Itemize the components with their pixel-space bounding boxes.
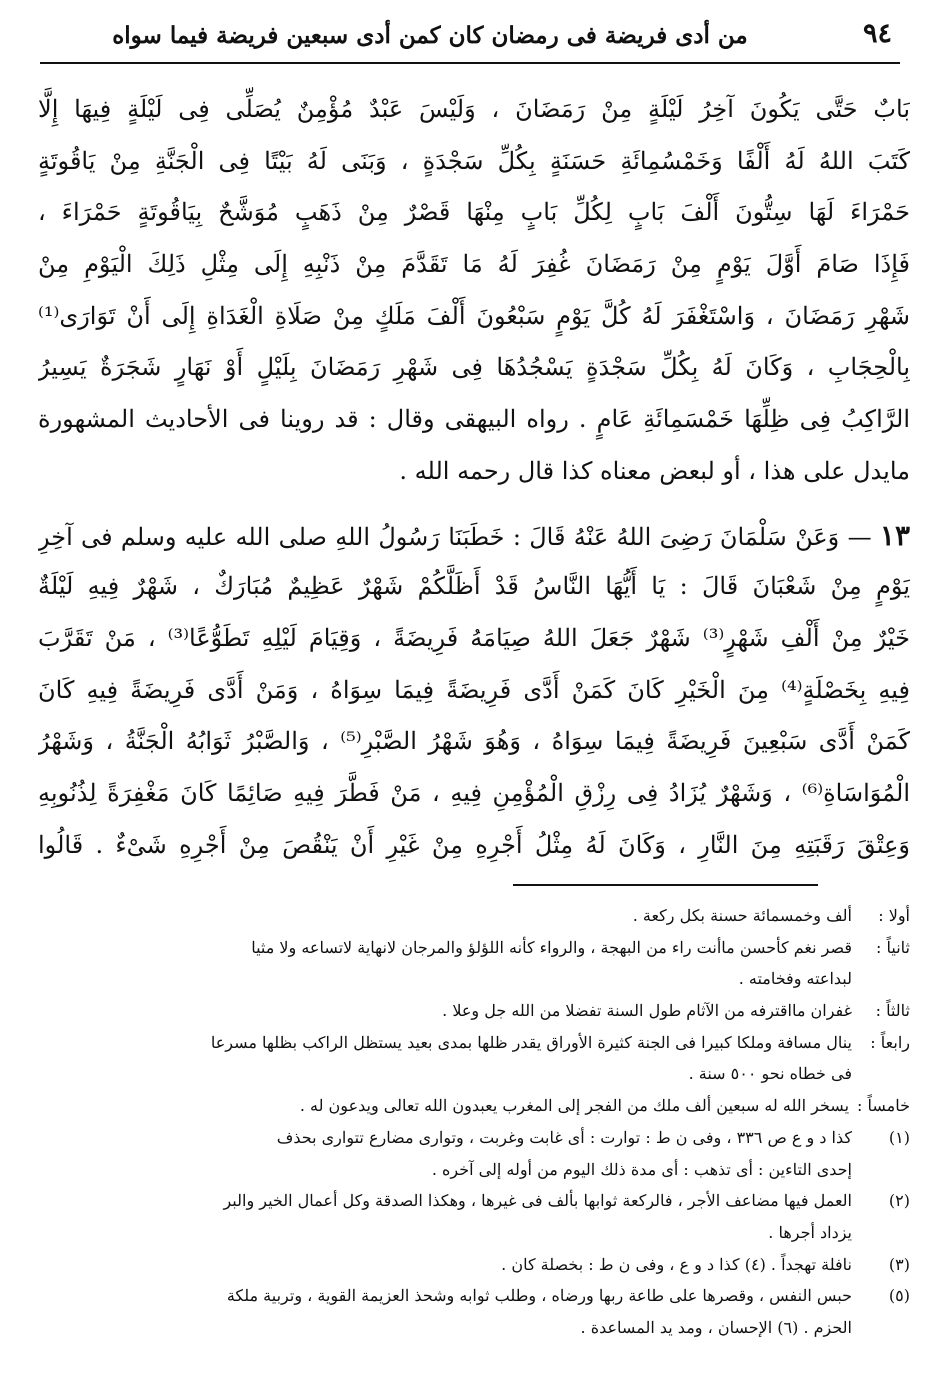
footnote-separator bbox=[513, 884, 818, 886]
footnote-text: قصر نغم كأحسن ماأنت راء من البهجة ، والرواء كأنه اللؤلؤ والمرجان لانهاية لاتساعه ولا مثيا bbox=[251, 937, 852, 957]
footnote-label: ثالثاً : bbox=[875, 1001, 910, 1021]
footnote-line bbox=[50, 1185, 910, 1217]
footnote-text: ألف وخمسمائة حسنة بكل ركعة . bbox=[632, 906, 852, 925]
footnote-label: (١) bbox=[888, 1127, 910, 1147]
text-line: وَعِتْقَ رَقَبَتِهِ مِنَ النَّارِ ، وَكَانَ لَهُ مِثْلُ أَجْرِهِ مِنْ غَيْرِ أَنْ يَنْقُصَ مِنْ أَجْرِهِ شَىْءٌ . قَالُوا bbox=[38, 830, 910, 859]
footnote-text: لبداعته وفخامته . bbox=[738, 969, 852, 989]
footnote-text: يسخر الله له سبعين ألف ملك من الفجر إلى المغرب يعبدون الله تعالى ويدعون له . bbox=[299, 1096, 850, 1116]
footnote-line bbox=[50, 1217, 910, 1249]
footnote-line bbox=[50, 995, 910, 1027]
text-line: فَإِذَا صَامَ أَوَّلَ يَوْمٍ مِنْ رَمَضَانَ غُفِرَ لَهُ مَا تَقَدَّمَ مِنْ ذَنْبِهِ إِلَى مِثْلِ ذَلِكَ الْيَوْمِ مِنْ bbox=[38, 250, 910, 279]
footnote-label: ثانياً : bbox=[876, 937, 910, 957]
footnote-label: (٥) bbox=[888, 1286, 910, 1306]
footnote-line bbox=[50, 1280, 910, 1312]
footnote-label: (٣) bbox=[888, 1254, 910, 1274]
footnote-line bbox=[50, 1249, 910, 1281]
text-line: كَتَبَ اللهُ لَهُ أَلْفًا وَخَمْسُمِائَةِ حَسَنَةٍ بِكُلِّ سَجْدَةٍ ، وَبَنَى لَهُ بَيْتًا فِى الْجَنَّةِ مِنْ يَاقُوتَةٍ bbox=[38, 146, 910, 175]
text-line: بَابٌ حَتَّى يَكُونَ آخِرُ لَيْلَةٍ مِنْ رَمَضَانَ ، وَلَيْسَ عَبْدٌ مُؤْمِنٌ يُصَلِّى فِى لَيْلَةٍ فِيهَا إِلَّا bbox=[38, 95, 910, 123]
footnotes bbox=[50, 900, 910, 1344]
text-line: الرَّاكِبُ فِى ظِلِّهَا خَمْسَمِائَةِ عَامٍ . رواه البيهقى وقال : قد روينا فى الأحاديث المشهورة bbox=[38, 405, 910, 434]
footnote-line bbox=[50, 1312, 910, 1344]
footnote-text: نافلة تهجداً . (٤) كذا د و ع ، وفى ن ط : بخصلة كان . bbox=[501, 1254, 852, 1274]
page-number: ٩٤ bbox=[862, 18, 892, 49]
footnote-text: كذا د و ع ص ٣٣٦ ، وفى ن ط : توارت : أى غابت وغربت ، وتوارى مضارع تتوارى بحذف bbox=[276, 1127, 852, 1147]
text-line: بِالْحِجَابِ ، وَكَانَ لَهُ بِكُلِّ سَجْدَةٍ يَسْجُدُهَا فِى شَهْرِ رَمَضَانَ بِلَيْلٍ أَوْ نَهَارٍ شَجَرَةٌ يَسِيرُ bbox=[38, 353, 910, 382]
footnote-line bbox=[50, 963, 910, 995]
footnote-text: غفران مااقترفه من الآثام طول السنة تفضلا من الله جل وعلا . bbox=[442, 1001, 852, 1021]
footnote-text: فى خطاه نحو ٥٠٠ سنة . bbox=[688, 1064, 852, 1084]
page-header bbox=[40, 14, 900, 64]
hadith-13-first-line bbox=[38, 510, 910, 562]
text-line: يَوْمٍ مِنْ شَعْبَانَ قَالَ : يَا أَيُّهَا النَّاسُ قَدْ أَظَلَّكُمْ شَهْرٌ عَظِيمٌ مُبَارَكٌ ، شَهْرٌ فِيهِ لَيْلَةٌ bbox=[38, 572, 910, 601]
text-line: — وَعَنْ سَلْمَانَ رَضِىَ اللهُ عَنْهُ قَالَ : خَطَبَنَا رَسُولُ اللهِ صلى الله عليه وسلم فى آخِرِ bbox=[38, 522, 872, 551]
text-line: شَهْرِ رَمَضَانَ ، وَاسْتَغْفَرَ لَهُ كُلَّ يَوْمٍ سَبْعُونَ أَلْفَ مَلَكٍ مِنْ صَلَاةِ الْغَدَاةِ إِلَى أَنْ تَوَارَى⁽¹⁾ bbox=[38, 301, 910, 330]
footnote-text: يزداد أجرها . bbox=[768, 1222, 852, 1242]
footnote-label: خامساً : bbox=[857, 1096, 910, 1116]
text-line: خَيْرٌ مِنْ أَلْفِ شَهْرٍ⁽³⁾ شَهْرٌ جَعَلَ اللهُ صِيَامَهُ فَرِيضَةً ، وَقِيَامَ لَيْلِهِ تَطَوُّعًا⁽³⁾ ، مَنْ تَقَرَّبَ bbox=[38, 623, 910, 652]
footnote-text: الحزم . (٦) الإحسان ، ومد يد المساعدة . bbox=[580, 1317, 852, 1337]
footnote-text: إحدى التاءين : أى تذهب : أى مدة ذلك اليوم من أوله إلى آخره . bbox=[431, 1159, 852, 1179]
footnote-text: حبس النفس ، وقصرها على طاعة ربها ورضاه ، وطلب ثوابه وشحذ العزيمة القوية ، وتربية ملكة bbox=[226, 1286, 852, 1306]
footnote-line bbox=[50, 1122, 910, 1154]
footnote-line bbox=[50, 1090, 910, 1122]
text-line: فِيهِ بِخَصْلَةٍ⁽⁴⁾ مِنَ الْخَيْرِ كَانَ كَمَنْ أَدَّى فَرِيضَةً فِيمَا سِوَاهُ ، وَمَنْ أَدَّى فَرِيضَةً فِيهِ كَانَ bbox=[38, 675, 910, 704]
paragraph-number: ١٣ bbox=[879, 518, 910, 552]
text-line: مايدل على هذا ، أو لبعض معناه كذا قال رحمه الله . bbox=[399, 456, 910, 485]
footnote-line bbox=[50, 900, 910, 932]
footnote-label: (٢) bbox=[888, 1191, 910, 1211]
text-line: حَمْرَاءَ لَهَا سِتُّونَ أَلْفَ بَابٍ لِكُلِّ بَابٍ مِنْهَا قَصْرٌ مِنْ ذَهَبٍ مُوَشَّحٌ بِيَاقُوتَةٍ حَمْرَاءَ ، bbox=[38, 198, 910, 227]
footnote-text: ينال مسافة وملكا كبيرا فى الجنة كثيرة الأوراق يقدر ظلها بمدى بعيد يستظل الراكب بظلها مسرعا bbox=[210, 1032, 852, 1052]
footnote-label: رابعاً : bbox=[870, 1032, 910, 1052]
text-line: كَمَنْ أَدَّى سَبْعِينَ فَرِيضَةً فِيمَا سِوَاهُ ، وَهُوَ شَهْرُ الصَّبْرِ⁽⁵⁾ ، وَالصَّبْرُ ثَوَابُهُ الْجَنَّةُ ، وَشَهْرُ bbox=[38, 727, 910, 756]
footnote-label: أولا : bbox=[878, 906, 910, 925]
footnote-line bbox=[50, 1027, 910, 1059]
main-text bbox=[38, 84, 910, 871]
footnote-text: العمل فيها مضاعف الأجر ، فالركعة ثوابها بألف فى غيرها ، وهكذا الصدقة وكل أعمال الخير والبر bbox=[223, 1191, 852, 1211]
footnote-line bbox=[50, 1058, 910, 1090]
footnote-line bbox=[50, 1154, 910, 1186]
running-title: من أدى فريضة فى رمضان كان كمن أدى سبعين فريضة فيما سواه bbox=[112, 22, 748, 49]
text-line: الْمُوَاسَاةِ⁽⁶⁾ ، وَشَهْرٌ يُزَادُ فِى رِزْقِ الْمُؤْمِنِ فِيهِ ، مَنْ فَطَّرَ فِيهِ صَائِمًا كَانَ مَغْفِرَةً لِذُنُوبِهِ bbox=[38, 778, 910, 807]
footnote-line bbox=[50, 932, 910, 964]
